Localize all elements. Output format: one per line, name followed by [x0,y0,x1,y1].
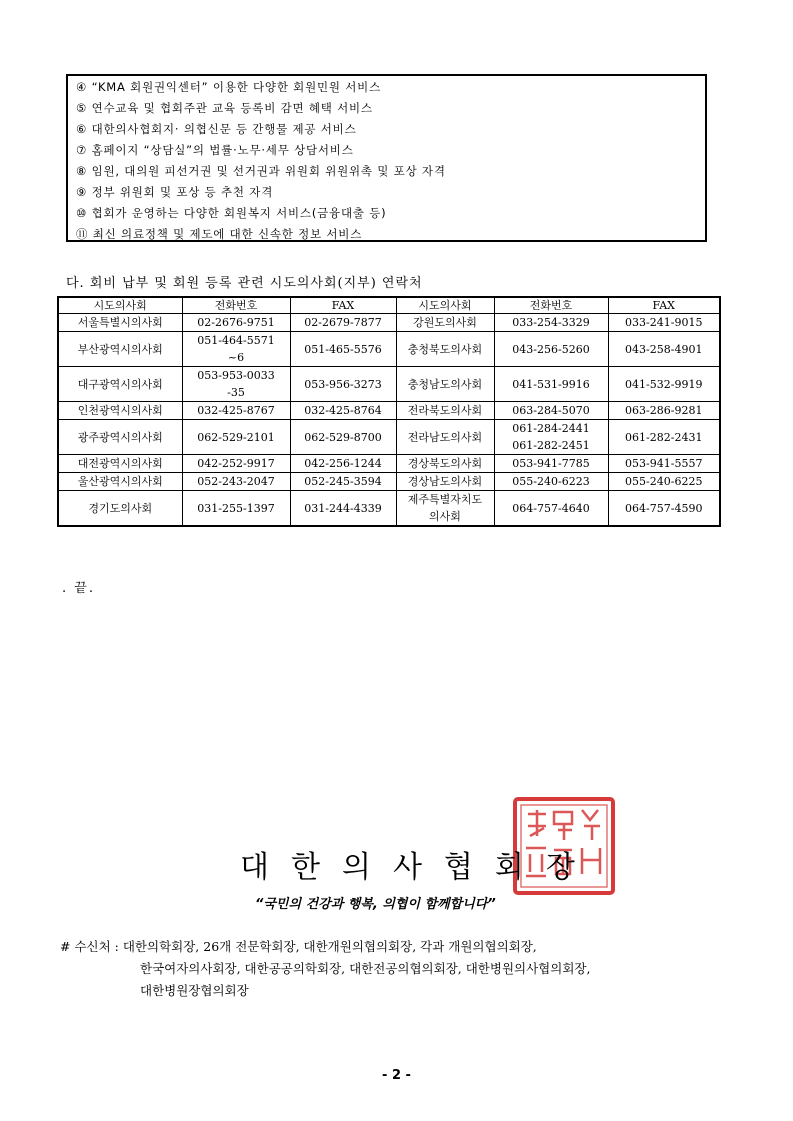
table-cell: 경상북도의사회 [396,455,494,473]
end-mark: . 끝. [62,581,95,596]
recipients-line: 한국여자의사회장, 대한공공의학회장, 대한전공의협의회장, 대한병원의사협의회장, [140,961,591,976]
table-cell: 강원도의사회 [396,314,494,332]
table-row [58,473,720,491]
table-cell: 032-425-8764 [290,402,396,420]
table-cell: 055-240-6223 [494,473,608,491]
table-cell: 인천광역시의사회 [58,402,182,420]
table-cell: 전라남도의사회 [396,420,494,455]
table-cell: 울산광역시의사회 [58,473,182,491]
header-cell: FAX [608,297,720,314]
table-cell: 064-757-4590 [608,491,720,527]
table-cell: 043-258-4901 [608,332,720,367]
table-cell: 055-240-6225 [608,473,720,491]
recipients-line: 대한병원장협의회장 [140,983,249,998]
table-cell: 053-956-3273 [290,367,396,402]
table-cell: 경기도의사회 [58,491,182,527]
table-cell: 053-941-5557 [608,455,720,473]
table-cell: 대전광역시의사회 [58,455,182,473]
recipients-line: 대한의학회장, 26개 전문학회장, 대한개원의협의회장, 각과 개원의협의회장, [122,939,537,954]
table-cell: 031-244-4339 [290,491,396,527]
table-row [58,314,720,332]
contacts-table [57,296,721,527]
benefit-item: ⑨ 정부 위원회 및 포상 등 추천 자격 [76,185,274,199]
table-cell: 051-464-5571 ~6 [182,332,290,367]
benefit-item: ⑩ 협회가 운영하는 다양한 회원복지 서비스(금융대출 등) [76,206,387,220]
benefits-box [66,74,707,242]
benefit-item: ⑪ 최신 의료정책 및 제도에 대한 신속한 정보 서비스 [76,227,363,241]
slogan: “국민의 건강과 행복, 의협이 함께합니다” [255,897,496,912]
table-row [58,420,720,455]
benefit-item: ⑤ 연수교육 및 협회주관 교육 등록비 감면 혜택 서비스 [76,101,373,115]
header-cell: 전화번호 [182,297,290,314]
table-cell: 대구광역시의사회 [58,367,182,402]
table-cell: 광주광역시의사회 [58,420,182,455]
benefit-item: ⑥ 대한의사협회지· 의협신문 등 간행물 제공 서비스 [76,122,357,136]
benefit-item: ⑧ 임원, 대의원 피선거권 및 선거권과 위원회 위원위촉 및 포상 자격 [76,164,446,178]
table-row [58,491,720,527]
table-cell: 서울특별시의사회 [58,314,182,332]
table-cell: 064-757-4640 [494,491,608,527]
table-cell: 충청북도의사회 [396,332,494,367]
table-cell: 052-243-2047 [182,473,290,491]
table-cell: 부산광역시의사회 [58,332,182,367]
header-cell: FAX [290,297,396,314]
table-cell: 042-256-1244 [290,455,396,473]
table-cell: 053-953-0033 -35 [182,367,290,402]
table-header-row [58,297,720,314]
table-row [58,455,720,473]
table-cell: 041-532-9919 [608,367,720,402]
table-cell: 043-256-5260 [494,332,608,367]
contacts-body [58,314,720,527]
table-cell: 051-465-5576 [290,332,396,367]
table-cell: 062-529-8700 [290,420,396,455]
page-number: - 2 - [382,1068,411,1083]
table-row [58,332,720,367]
table-row [58,367,720,402]
table-cell: 033-254-3329 [494,314,608,332]
table-cell: 032-425-8767 [182,402,290,420]
table-cell: 053-941-7785 [494,455,608,473]
table-cell: 061-284-2441 061-282-2451 [494,420,608,455]
table-cell: 063-286-9281 [608,402,720,420]
table-cell: 041-531-9916 [494,367,608,402]
table-cell: 033-241-9015 [608,314,720,332]
section-title: 다. 회비 납부 및 회원 등록 관련 시도의사회(지부) 연락처 [66,276,423,291]
table-cell: 062-529-2101 [182,420,290,455]
recipients [60,936,590,1002]
header-cell: 전화번호 [494,297,608,314]
header-cell: 시도의사회 [58,297,182,314]
table-cell: 052-245-3594 [290,473,396,491]
table-cell: 063-284-5070 [494,402,608,420]
header-cell: 시도의사회 [396,297,494,314]
table-cell: 경상남도의사회 [396,473,494,491]
table-cell: 031-255-1397 [182,491,290,527]
table-cell: 02-2676-9751 [182,314,290,332]
benefit-item: ④ “KMA 회원권익센터” 이용한 다양한 회원민원 서비스 [76,80,382,94]
table-cell: 제주특별자치도 의사회 [396,491,494,527]
recipients-label: # 수신처 : [60,939,123,954]
table-cell: 02-2679-7877 [290,314,396,332]
table-cell: 042-252-9917 [182,455,290,473]
table-cell: 061-282-2431 [608,420,720,455]
table-cell: 전라북도의사회 [396,402,494,420]
benefit-item: ⑦ 홈페이지 “상담실”의 법률·노무·세무 상담서비스 [76,143,354,157]
table-cell: 충청남도의사회 [396,367,494,402]
organization-name: 대한의사협회장 [240,850,597,885]
table-row [58,402,720,420]
